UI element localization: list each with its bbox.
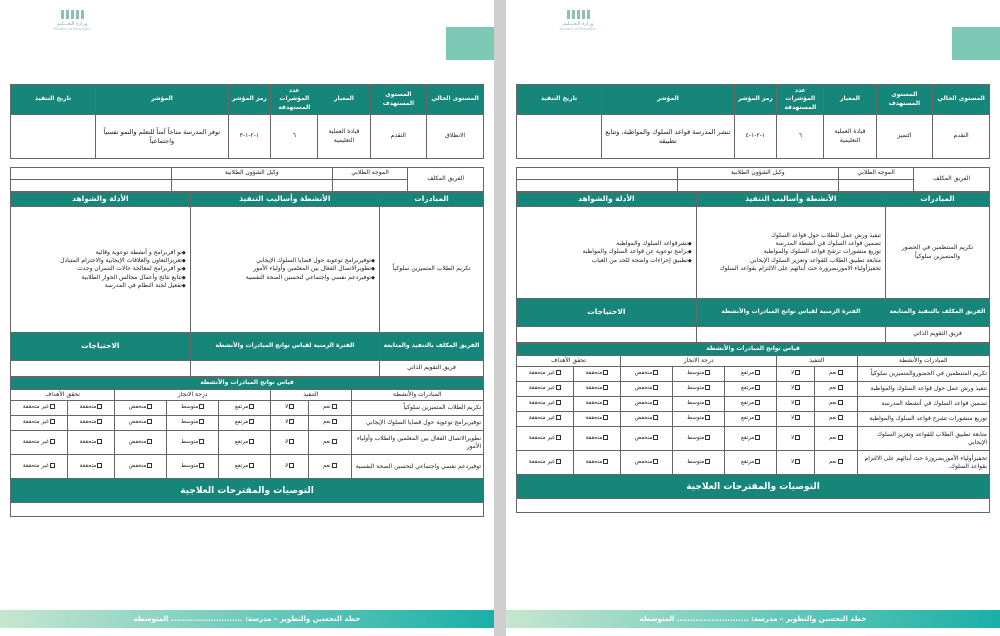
evidence-list: ◆ نشرقواعد السلوك والمواظبة ◆ برامج توعوية عن قواعد السلوك والمواظبة ◆ تطبيق إجراءات واضحة للحد من الغياب	[521, 240, 692, 264]
plan-table: المبادرات الأنشطة وأساليب التنفيذ الأدلة والشواهد تكريم المنتظمين في الحضور والمتميزين سلوكياً تنفيذ ورش عمل للطلاب حول قواعد السلوك تضمين قواعد السلوك في أنشطة المدرسة توزيع منشورات ترشح قواعد السلوك والمواظبة متابعة تطبيق الطلاب للقواعد وتعزيز السلوك الإيجابي تحفيزأولياء الاموربضرورة حث أبنائهم على الالتزام بقواعد السلوك ◆ نشرقواعد السلوك والمواظبة ◆ برامج توعوية عن قواعد السلوك والمواظبة ◆ تطبيق إجراءات واضحة للحد من الغياب الفريق المكلف بالتنفيذ والمتابعة الفترة الزمنية لقياس نواتج المبادرات والأنشطة الاحتياجات فريق التقويم الذاتي	[516, 192, 990, 343]
team-table: الفريق المكلف الموجه الطلابي وكيل الشؤون الطلابية	[516, 167, 990, 192]
measure-table: قياس نواتج المبادرات والأنشطة المبادرات والأنشطة التنفيذ درجة الانجاز تحقق الأهداف تكريم الطلاب المتميزين سلوكياً نعم لا مرتفع متوسط منخفض متحققة غير متحققة توفيربرامج توعوية حول قضايا السلوك الإيجابي نعم لا مرتفع متوسط منخفض متحققة غير متحققة تطويرالاتصال الفعال بين المعلمين والطلاب وأولياء الأمور نعم لا مرتفع متوسط منخفض متحققة غير متحققة توفيردعم نفسي واجتماعي لتحسين الصحة النفسية نعم لا مرتفع متوسط منخفض متحققة غير متحققة التوصيات والمقترحات العلاجية	[10, 377, 484, 517]
activities-list: ◆ توفيربرامج توعوية حول قضايا السلوك الإيجابي ◆ تطويرالاتصال الفعال بين المعلمين وأولياء الأمور ◆ توفيردعم نفسي واجتماعي لتحسين الصحة النفسية	[195, 257, 375, 281]
plan-table: المبادرات الأنشطة وأساليب التنفيذ الأدلة والشواهد تكريم الطلاب المتميزين سلوكياً ◆ توفيربرامج توعوية حول قضايا السلوك الإيجابي ◆ تطويرالاتصال الفعال بين المعلمين وأولياء الأمور ◆ توفيردعم نفسي واجتماعي لتحسين الصحة النفسية ◆ تو افربرامج و أنشطة توعوية وقائية ◆ تعزيزالتعاون والعلاقات الإيجابية والاحترام المتبادل ◆ تو افربرامج لمعالجة حالات التنمران وجدت ◆ تتابع نتائج وأعمال مجالس الحوار الطلابية ◆ تفعيل لجنة النظام في المدرسة الفريق المكلف بالتنفيذ والمتابعة الفترة الزمنية لقياس نواتج المبادرات والأنشطة الاحتياجات فريق التقويم الذاتي	[10, 192, 484, 377]
indicator-table: المستوى الحالي المستوى المستهدف المعيار عدد المؤشرات المستهدفة رمز المؤشر المؤشر تاريخ التنفيذ التقدم التميز قيادة العملية التعليمية ٦ ١-٢-١-٤ تنشر المدرسة قواعد السلوك والمواظبة، وتتابع تطبيقه	[516, 84, 990, 159]
measure-table: قياس نواتج المبادرات والأنشطة المبادرات والأنشطة التنفيذ درجة الانجاز تحقق الأهداف تكريم المنتظمين في الحضوروالمتميزين سلوكياً نعم لا مرتفع متوسط منخفض متحققة غير متحققة تنفيذ ورش عمل حول قواعد السلوك والمواظبة نعم لا مرتفع متوسط منخفض متحققة غير متحققة تضمين قواعد السلوك في أنشطة المدرسة نعم لا مرتفع متوسط منخفض متحققة غير متحققة توزيع منشورات تشرح قواعد السلوك والمواظبة نعم لا مرتفع متوسط منخفض متحققة غير متحققة متابعة تطبيق الطلاب للقواعد وتعزيز السلوك الإيجابي نعم لا مرتفع متوسط منخفض متحققة غير متحققة تحفيزأولياء الأموربضرورة حث أبنائهم على الالتزام بقواعد السلوك. نعم لا مرتفع متوسط منخفض متحققة غير متحققة التوصيات والمقترحات العلاجية	[516, 343, 990, 513]
corner-accent	[446, 27, 494, 60]
page-footer: خطة التحسين والتطوير – مدرسة: ........................... المتوسطة	[0, 610, 494, 628]
team-table: الفريق المكلف الموجه الطلابي وكيل الشؤون الطلابية	[10, 167, 484, 192]
corner-accent	[952, 27, 1000, 60]
page-footer: خطة التحسين والتطوير – مدرسة: ........................... المتوسطة	[506, 610, 1000, 628]
document-page-left	[0, 0, 494, 636]
document-page-right	[506, 0, 1000, 636]
ministry-logo: وزارة التعـــليم Ministry of Education	[52, 10, 92, 36]
ministry-logo: وزارة التعـــليم Ministry of Education	[558, 10, 598, 36]
indicator-table: المستوى الحالي المستوى المستهدف المعيار عدد المؤشرات المستهدفة رمز المؤشر المؤشر تاريخ التنفيذ الانطلاق التقدم قيادة العملية التعليمية ٦ ١-٢-١-٣ توفر المدرسة مناخاً آمناً للتعلم والنمو نفسياً واجتماعياً	[10, 84, 484, 159]
evidence-list: ◆ تو افربرامج و أنشطة توعوية وقائية ◆ تعزيزالتعاون والعلاقات الإيجابية والاحترام المتبادل ◆ تو افربرامج لمعالجة حالات التنمران وجدت ◆ تتابع نتائج وأعمال مجالس الحوار الطلابية ◆ تفعيل لجنة النظام في المدرسة	[15, 249, 186, 289]
